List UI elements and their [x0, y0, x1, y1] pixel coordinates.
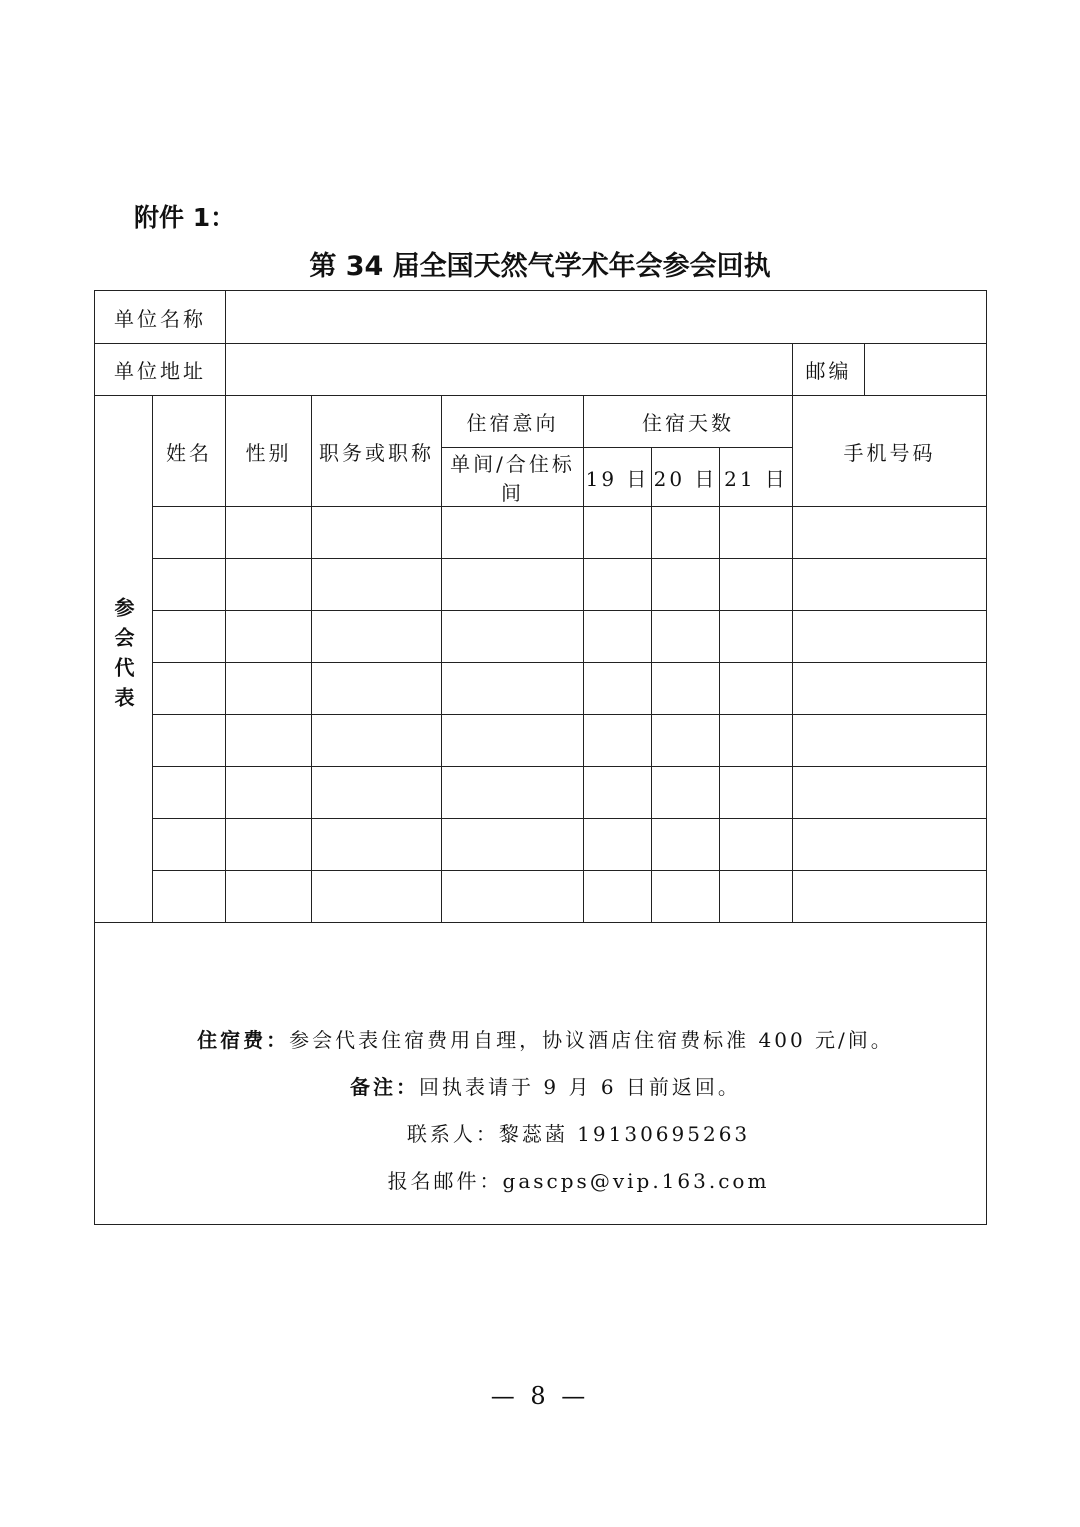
- delegate-room-type-field[interactable]: [442, 871, 584, 923]
- header-mobile: 手机号码: [793, 396, 987, 507]
- delegate-name-field[interactable]: [153, 871, 226, 923]
- delegate-gender-field[interactable]: [226, 819, 312, 871]
- delegates-cell: [95, 396, 153, 923]
- registration-form-table: [94, 290, 987, 1225]
- delegate-mobile-field[interactable]: [793, 715, 987, 767]
- header-day-20: 20 日: [652, 448, 720, 507]
- header-gender: 性别: [226, 396, 312, 507]
- delegate-mobile-field[interactable]: [793, 559, 987, 611]
- delegate-row: [95, 507, 987, 559]
- fee-text: 参会代表住宿费用自理，协议酒店住宿费标准 400 元/间。: [289, 1027, 894, 1052]
- fee-note: [105, 1017, 986, 1064]
- delegate-day-21-field[interactable]: [720, 767, 793, 819]
- delegate-mobile-field[interactable]: [793, 767, 987, 819]
- delegate-day-21-field[interactable]: [720, 507, 793, 559]
- delegate-gender-field[interactable]: [226, 715, 312, 767]
- delegate-gender-field[interactable]: [226, 871, 312, 923]
- header-room-type: 单间/合住标间: [442, 448, 584, 507]
- delegate-day-20-field[interactable]: [652, 663, 720, 715]
- header-name: 姓名: [153, 396, 226, 507]
- delegate-title-field[interactable]: [312, 559, 442, 611]
- delegate-day-20-field[interactable]: [652, 715, 720, 767]
- email-line: 报名邮件：gascps@vip.163.com: [387, 1168, 770, 1193]
- delegate-gender-field[interactable]: [226, 559, 312, 611]
- delegate-day-19-field[interactable]: [584, 715, 652, 767]
- delegate-mobile-field[interactable]: [793, 663, 987, 715]
- delegate-gender-field[interactable]: [226, 507, 312, 559]
- delegate-day-21-field[interactable]: [720, 559, 793, 611]
- delegate-room-type-field[interactable]: [442, 715, 584, 767]
- delegate-day-19-field[interactable]: [584, 767, 652, 819]
- delegate-day-21-field[interactable]: [720, 611, 793, 663]
- delegates-label: 参会代表: [111, 596, 135, 717]
- delegate-row: [95, 715, 987, 767]
- delegate-name-field[interactable]: [153, 559, 226, 611]
- delegate-title-field[interactable]: [312, 663, 442, 715]
- delegate-gender-field[interactable]: [226, 611, 312, 663]
- delegate-day-19-field[interactable]: [584, 507, 652, 559]
- notes-section: [95, 923, 987, 1225]
- delegate-day-20-field[interactable]: [652, 507, 720, 559]
- delegate-name-field[interactable]: [153, 611, 226, 663]
- delegate-row: [95, 663, 987, 715]
- fee-label: 住宿费：: [197, 1027, 290, 1052]
- page-title: 第 34 届全国天然气学术年会参会回执: [309, 251, 771, 282]
- delegate-day-20-field[interactable]: [652, 819, 720, 871]
- delegate-day-20-field[interactable]: [652, 871, 720, 923]
- header-day-21: 21 日: [720, 448, 793, 507]
- page-number: — 8 —: [490, 1382, 590, 1410]
- delegate-day-19-field[interactable]: [584, 611, 652, 663]
- postcode-label: 邮编: [793, 344, 865, 396]
- delegate-name-field[interactable]: [153, 767, 226, 819]
- header-room-preference: 住宿意向: [442, 396, 584, 448]
- unit-address-field[interactable]: [226, 344, 793, 396]
- unit-name-label: 单位名称: [95, 291, 226, 344]
- delegate-gender-field[interactable]: [226, 767, 312, 819]
- delegate-room-type-field[interactable]: [442, 767, 584, 819]
- delegate-day-21-field[interactable]: [720, 871, 793, 923]
- delegate-day-20-field[interactable]: [652, 611, 720, 663]
- delegate-room-type-field[interactable]: [442, 663, 584, 715]
- delegate-title-field[interactable]: [312, 819, 442, 871]
- delegate-title-field[interactable]: [312, 507, 442, 559]
- delegate-row: [95, 611, 987, 663]
- delegate-row: [95, 871, 987, 923]
- delegate-gender-field[interactable]: [226, 663, 312, 715]
- delegate-day-21-field[interactable]: [720, 819, 793, 871]
- delegate-title-field[interactable]: [312, 611, 442, 663]
- delegate-row: [95, 559, 987, 611]
- header-stay-days: 住宿天数: [584, 396, 793, 448]
- delegate-day-19-field[interactable]: [584, 819, 652, 871]
- delegate-day-19-field[interactable]: [584, 871, 652, 923]
- remark-note: [105, 1064, 986, 1111]
- delegate-mobile-field[interactable]: [793, 611, 987, 663]
- delegate-title-field[interactable]: [312, 767, 442, 819]
- attachment-label: 附件 1：: [134, 203, 236, 232]
- delegate-room-type-field[interactable]: [442, 611, 584, 663]
- delegate-mobile-field[interactable]: [793, 507, 987, 559]
- delegate-day-20-field[interactable]: [652, 559, 720, 611]
- remark-label: 备注：: [350, 1074, 420, 1099]
- delegate-name-field[interactable]: [153, 715, 226, 767]
- contact-line: 联系人：黎蕊菡 19130695263: [406, 1121, 751, 1146]
- remark-text: 回执表请于 9 月 6 日前返回。: [419, 1074, 741, 1099]
- delegate-row: [95, 767, 987, 819]
- delegate-title-field[interactable]: [312, 715, 442, 767]
- delegate-room-type-field[interactable]: [442, 507, 584, 559]
- delegate-room-type-field[interactable]: [442, 819, 584, 871]
- delegate-name-field[interactable]: [153, 663, 226, 715]
- delegate-day-21-field[interactable]: [720, 663, 793, 715]
- delegate-row: [95, 819, 987, 871]
- delegate-day-21-field[interactable]: [720, 715, 793, 767]
- postcode-field[interactable]: [865, 344, 987, 396]
- delegate-title-field[interactable]: [312, 871, 442, 923]
- unit-address-label: 单位地址: [95, 344, 226, 396]
- unit-name-field[interactable]: [226, 291, 987, 344]
- delegate-day-20-field[interactable]: [652, 767, 720, 819]
- delegate-day-19-field[interactable]: [584, 663, 652, 715]
- delegate-name-field[interactable]: [153, 507, 226, 559]
- header-day-19: 19 日: [584, 448, 652, 507]
- delegate-mobile-field[interactable]: [793, 871, 987, 923]
- delegate-mobile-field[interactable]: [793, 819, 987, 871]
- delegate-room-type-field[interactable]: [442, 559, 584, 611]
- header-title: 职务或职称: [312, 396, 442, 507]
- delegate-day-19-field[interactable]: [584, 559, 652, 611]
- delegate-name-field[interactable]: [153, 819, 226, 871]
